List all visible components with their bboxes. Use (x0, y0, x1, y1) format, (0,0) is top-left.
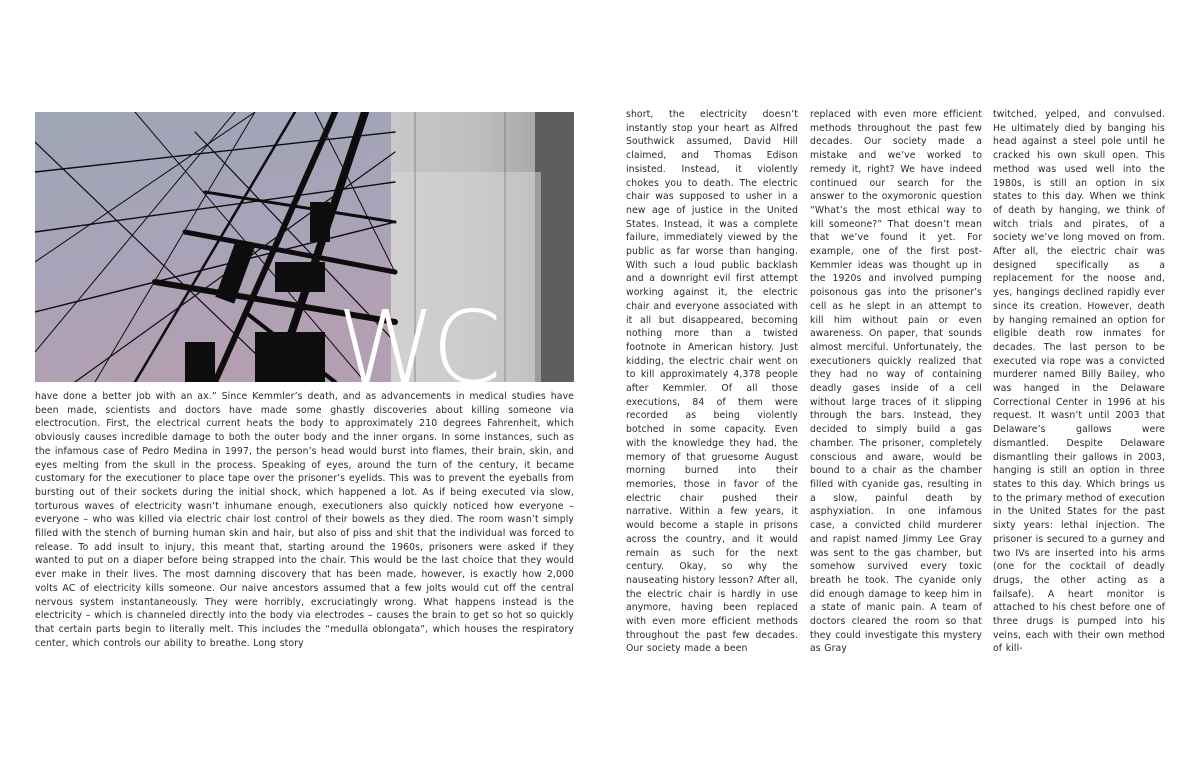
article-text-column-3: twitched, yelped, and convulsed. He ultimately died by banging his head against a steel pole until he cracked his own skull open. This method was used well into the 1980s, is still an option in six states to this day. When we think of death by hanging, we think of witch trials and pirates, of a society we’ve long moved on from. After all, the electric chair was designed specifically as a replacement for the noose and, yes, hangings declined rapidly ever since its creation. However, death by hanging remained an option for eligible death row inmates for decades. The last person to be executed via rope was a convicted murderer named Billy Bailey, who was hanged in the Delaware Correctional Center in 1996 at his request. It wasn’t until 2003 that Delaware’s gallows were dismantled. Despite Delaware dismantling their gallows in 2003, hanging is still an option in three states to this day. Which brings us to the primary method of execution in the United States for the past sixty years: lethal injection. The prisoner is secured to a gurney and two IVs are inserted into his arms (one for the cocktail of deadly drugs, the other acting as a failsafe). A heart monitor is attached to his chest before one of three drugs is pumped into his veins, each with their own method of kill- (993, 109, 1165, 655)
monogram-wc: WC (337, 289, 498, 382)
article-text-left: have done a better job with an ax.” Since Kemmler’s death, and as advancements in medical studies have been made, scientists and doctors have made some ghastly discoveries about killing someone via electrocution. First, the electrical current heats the body to approximately 210 degrees Fahrenheit, which obviously causes incredible damage to both the outer body and the inner organs. In some instances, such as the infamous case of Pedro Medina in 1997, the person’s head would burst into flames, their brain, skin, and eyes melting from the skull in the process. Speaking of eyes, around the turn of the century, it became customary for the executioner to place tape over the prisoner’s eyelids. This was to prevent the eyeballs from bursting out of their sockets during the initial shock, which happened a lot. As if being executed via slow, torturous waves of electricity wasn’t inhumane enough, executioners also quickly noticed how everyone – everyone – who was killed via electric chair lost control of their bowels as they died. The room wasn’t simply filled with the stench of burning human skin and hair, but also of piss and shit that the individual was forced to release. To add insult to injury, this meant that, starting around the 1960s, prisoners were asked if they wanted to put on a diaper before being strapped into the chair. This would be the last choice that they would ever make in their lives. The most damning discovery that has been made, however, is exactly how 2,000 volts AC of electricity kills someone. Our naive ancestors assumed that a few jolts would cut off the central nervous system instantaneously. They were horribly, excruciatingly wrong. What happens instead is the electricity – which is channeled directly into the body via electrodes – causes the brain to get so hot so quickly that certain parts begin to literally melt. This includes the “medulla oblongata”, which houses the respiratory center, which controls our ability to breathe. Long story (35, 391, 574, 649)
power-lines-photo (35, 112, 574, 382)
article-text-column-2: replaced with even more efficient methods throughout the past few decades. Our society made a mistake and we’ve worked to remedy it, right? We have indeed continued our search for the answer to the oxymoronic question “What’s the most ethical way to kill someone?” That doesn’t mean that we’ve found it yet. For example, one of the first post-Kemmler ideas was thought up in the 1920s and involved pumping poisonous gas into the prisoner’s cell as he slept in an attempt to kill him without pain or even awareness. On paper, that sounds almost merciful. Unfortunately, the executioners quickly realized that they had no way of containing deadly gases inside of a cell without large traces of it slipping through the bars. Instead, they decided to simply build a gas chamber. The prisoner, completely conscious and aware, would be bound to a chair as the chamber filled with cyanide gas, resulting in a slow, painful death by asphyxiation. In one infamous case, a convicted child murderer and rapist named Jimmy Lee Gray was sent to the gas chamber, but somehow survived every toxic breath he took. The cyanide only did enough damage to keep him in a state of manic pain. A team of doctors cleared the room so that they could investigate this mystery as Gray (810, 109, 982, 655)
article-text-column-1: short, the electricity doesn’t instantly stop your heart as Alfred Southwick assumed, David Hill claimed, and Thomas Edison insisted. Instead, it violently chokes you to death. The electric chair was supposed to usher in a new age of justice in the United States. Instead, it was a complete failure, immediately viewed by the public as far worse than hanging. With such a loud public backlash and a downright evil first attempt working against it, the electric chair and everyone associated with it all but disappeared, becoming nothing more than a twisted footnote in American history. Just kidding, the electric chair went on to kill approximately 4,378 people after Kemmler. Of all those executions, 84 of them were recorded as being violently botched in some capacity. Even with the knowledge they had, the memory of that gruesome August morning burned into their memories, those in favor of the electric chair pushed their narrative. Within a few years, it would become a staple in prisons across the country, and it would remain as such for the next century. Okay, so why the nauseating history lesson? After all, the electric chair is hardly in use anymore, having been replaced with even more efficient methods throughout the past few decades. Our society made a been (626, 109, 798, 655)
